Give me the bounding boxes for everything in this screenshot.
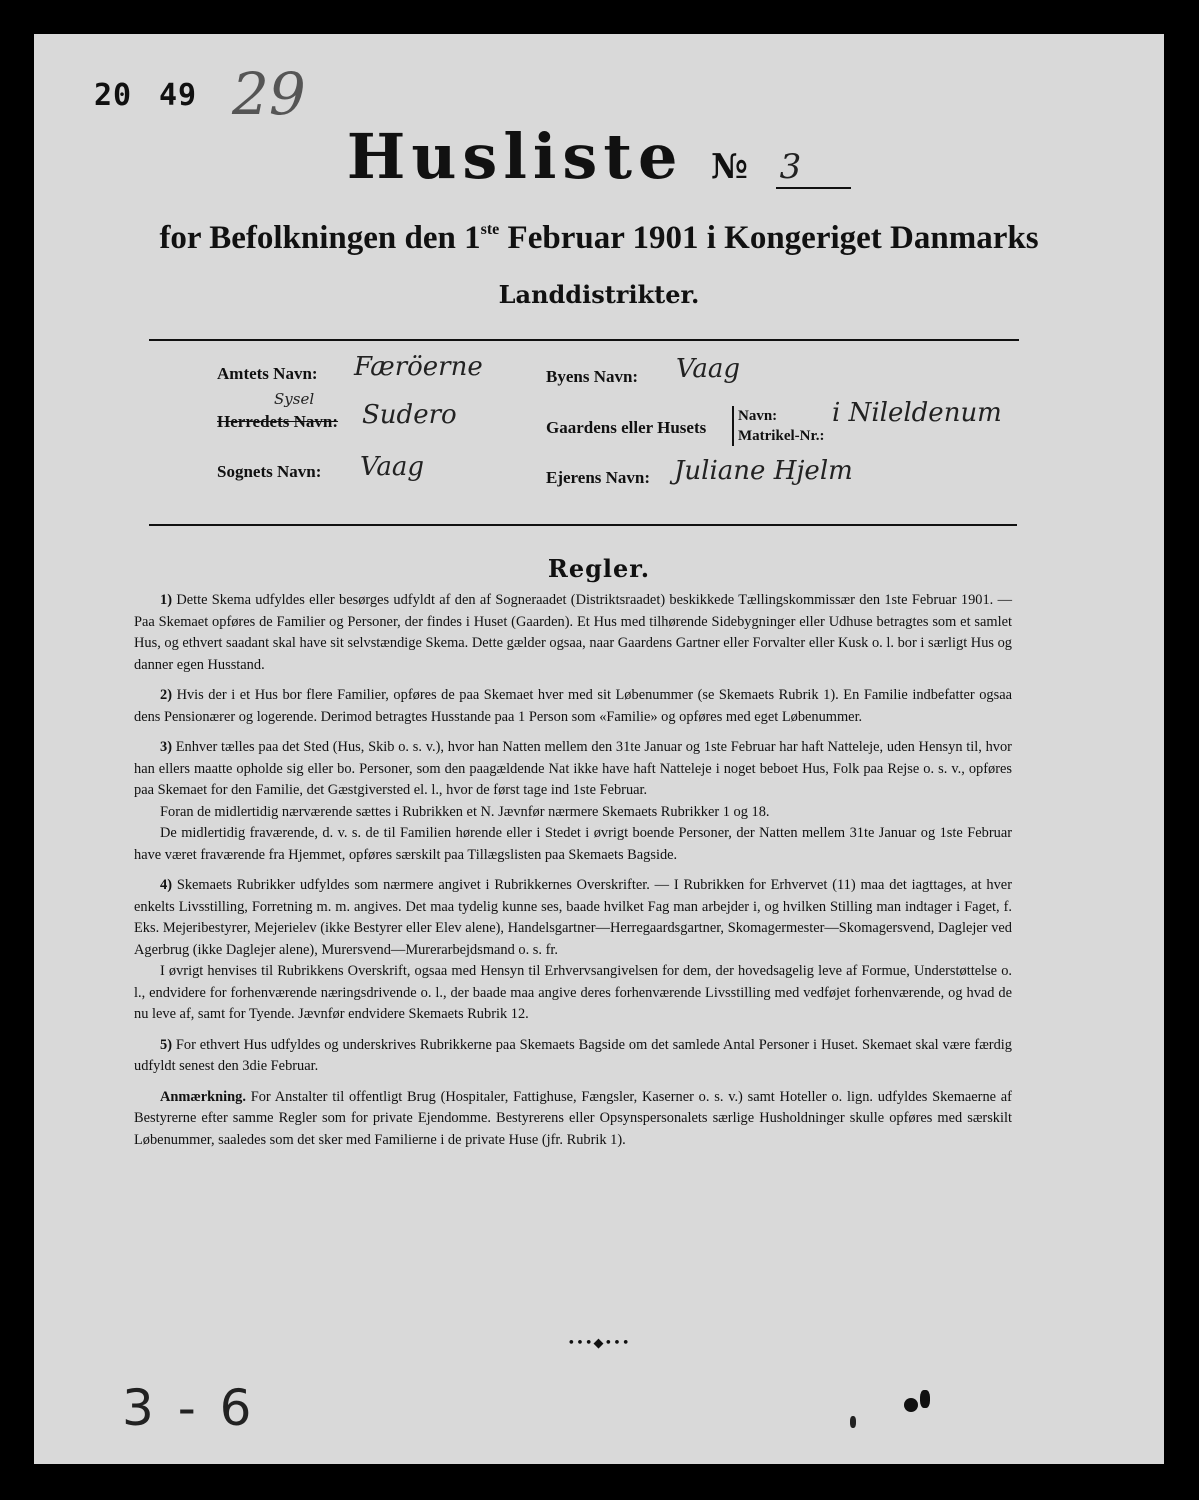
amt-label: Amtets Navn: bbox=[217, 364, 318, 383]
sogn-label: Sognets Navn: bbox=[217, 462, 322, 481]
rule-item: De midlertidig fraværende, d. v. s. de til Familien hørende eller i Stedet i øvrigt boende Personer, der Natten mellem 31te Januar og 1ste Februar have været fraværende fra Hjemmet, opføres særskilt paa Tillægslisten paa Skemaets Bagside. bbox=[134, 825, 1012, 863]
rule-item: 4) Skemaets Rubrikker udfyldes som nærmere angivet i Rubrikkernes Overskrifter. — I Rubrikken for Erhvervet (11) maa det iagttages, at hver enkelts Livsstilling, Forretning m. m. angives. Det maa tydelig kunne ses, baade hvilket Fag man arbejder i, og hvilken Stilling man indtager i Faget, f. Eks. Mejeribestyrer, Mejerielev (ikke Bestyrer eller Elev alene), Handelsgartner—Herregaardsgartner, Skomagermester—Skomagersvend, Daglejer ved Agerbrug (ikke Daglejer alene), Murersvend—Murerarbejdsmand o. s. fr. bbox=[134, 877, 1012, 958]
rule-note: Anmærkning. For Anstalter til offentligt Brug (Hospitaler, Fattighuse, Fængsler, Kaserner o. s. v.) samt Hoteller o. lign. udfyldes Skemaerne af Bestyrerne efter samme Regler som for private Ejendomme. Bestyrerens eller Opsynspersonalets særlige Husholdninger skulle opføres med særskilt Løbenummer, saaledes som det sker med Familierne i de private Huse (jfr. Rubrik 1). bbox=[134, 1088, 1012, 1148]
rule-item: 2) Hvis der i et Hus bor flere Familier, opføres de paa Skemaet hver med sit Løbenummer (se Skemaets Rubrik 1). En Familie indbefatter ogsaa dens Pensionærer og logerende. Derimod betragtes Husstande paa 1 Person som «Familie» og opføres med eget Løbenummer. bbox=[134, 687, 1012, 725]
subtitle-post: Februar 1901 i Kongeriget Danmarks bbox=[499, 220, 1039, 256]
gaard-matr-label: Matrikel-Nr.: bbox=[738, 428, 825, 444]
subtitle-districts: Landdistrikter. bbox=[498, 280, 700, 309]
stamp-number-right: 49 bbox=[159, 78, 198, 113]
page-title bbox=[34, 120, 1164, 193]
subtitle bbox=[34, 220, 1164, 257]
rule-item: 5) For ethvert Hus udfyldes og underskrives Rubrikkerne paa Skemaets Bagside om det samlede Antal Personer i Huset. Skemaet skal være færdig udfyldt senest den 3die Februar. bbox=[134, 1036, 1012, 1074]
gaard-navn-value: i Nileldenum bbox=[832, 398, 1002, 428]
rule-item: I øvrigt henvises til Rubrikkens Overskrift, ogsaa med Hensyn til Erhvervsangivelsen for dem, der hovedsagelig leve af Formue, Understøttelse o. l., endvidere for forhenværende næringsdrivende o. l., der baade maa angive deres forhenværende Livsstilling med vedføjet forhenværende, og hvad de nu leve af, samt for Tyende. Jævnfør endvidere Skemaets Rubrik 12. bbox=[134, 963, 1012, 1022]
gaard-label: Gaardens eller Husets bbox=[546, 418, 707, 437]
ink-mark bbox=[850, 1416, 856, 1428]
title-text: Husliste bbox=[346, 120, 684, 193]
herred-correction: Sysel bbox=[274, 390, 315, 408]
census-form-page bbox=[34, 34, 1164, 1464]
top-divider bbox=[149, 339, 1019, 341]
title-number-value: 3 bbox=[776, 147, 852, 189]
herred-label: Herredets Navn: bbox=[217, 412, 339, 431]
ejer-label: Ejerens Navn: bbox=[546, 468, 651, 487]
handwritten-number: 29 bbox=[232, 60, 306, 128]
ink-blot bbox=[920, 1390, 930, 1408]
bottom-divider bbox=[149, 524, 1017, 526]
amt-value: Færöerne bbox=[354, 352, 483, 382]
ink-blot bbox=[904, 1398, 918, 1412]
ornament: •••◆••• bbox=[567, 1336, 631, 1351]
subtitle-pre: for Befolkningen den 1 bbox=[159, 220, 481, 256]
rules-text bbox=[134, 590, 1012, 1160]
herred-value: Sudero bbox=[362, 400, 457, 430]
sogn-value: Vaag bbox=[360, 452, 425, 482]
ejer-value: Juliane Hjelm bbox=[674, 456, 853, 486]
by-label: Byens Navn: bbox=[546, 367, 639, 386]
rule-item: 1) Dette Skema udfyldes eller besørges udfyldt af den af Sogneraadet (Distriktsraadet) beskikkede Tællingskommissær den 1ste Februar 1901. — Paa Skemaet opføres de Familier og Personer, der findes i Huset (Gaarden). Et Hus med tilhørende Sidebygninger eller Udhuse betragtes som et samlet Hus, og ethvert saadant skal have sit selvstændige Skema. Dette gælder ogsaa, naar Gaardens Gartner eller Forvalter eller Kusk o. l. bor i særligt Hus og danner egen Husstand. bbox=[134, 592, 1012, 673]
gaard-navn-label: Navn: bbox=[738, 408, 778, 424]
bottom-handwritten-note: 3 - 6 bbox=[122, 1379, 256, 1437]
rule-item: Foran de midlertidig nærværende sættes i Rubrikken et N. Jævnfør nærmere Skemaets Rubrikker 1 og 18. bbox=[160, 803, 770, 820]
subtitle-sup: ste bbox=[480, 221, 500, 238]
rules-heading: Regler. bbox=[547, 554, 651, 583]
stamp-number-left: 20 bbox=[94, 78, 133, 113]
title-number-label: № bbox=[711, 147, 748, 187]
rule-item: 3) Enhver tælles paa det Sted (Hus, Skib o. s. v.), hvor han Natten mellem den 31te Januar og 1ste Februar har haft Natteleje, uden Hensyn til, hvor han ellers maatte opholde sig eller bo. Personer, som den paagældende Nat ikke have haft Natteleje i noget beboet Hus, Folk paa Rejse o. s. v., opføres paa Skemaet for den Familie, det Gæstgiversted el. l., hvor de først tage ind 1ste Februar. bbox=[134, 739, 1012, 798]
by-value: Vaag bbox=[676, 354, 741, 384]
gaard-brace bbox=[732, 406, 825, 446]
